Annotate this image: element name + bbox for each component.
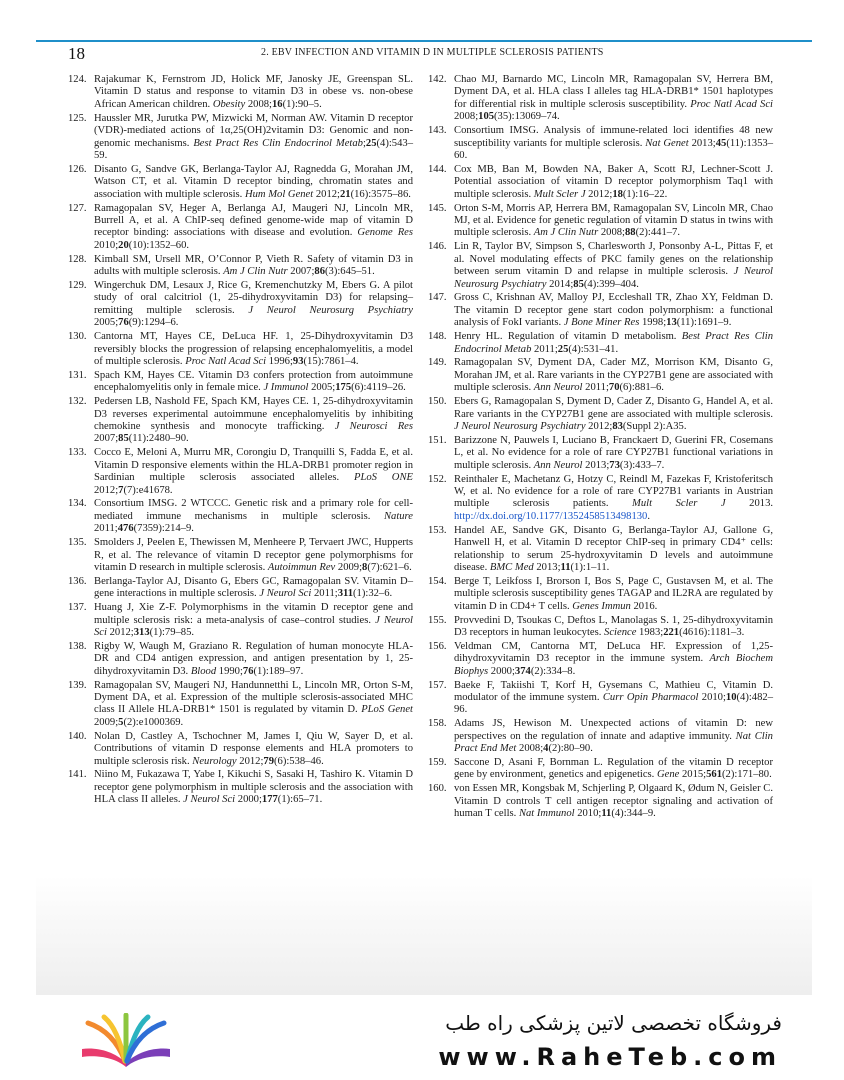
- reference-number: 142.: [428, 74, 447, 85]
- reference-item: [428, 164, 773, 201]
- reference-pages: (2):e1000369.: [123, 716, 184, 728]
- reference-pages: (Suppl 2):A35.: [622, 420, 687, 432]
- reference-number: 138.: [68, 640, 87, 652]
- reference-journal: J Neurol Sci: [94, 614, 413, 638]
- reference-item: [68, 576, 413, 601]
- reference-pages: (16):3575–86.: [350, 188, 411, 200]
- reference-item: [428, 396, 773, 433]
- reference-pages: (7):621–6.: [367, 561, 412, 573]
- reference-authors-title: Huang J, Xie Z-F. Polymorphisms in the vitamin D receptor gene and multiple sclerosis risk: a meta-analysis of case–control studies.: [94, 602, 413, 626]
- reference-number: 145.: [428, 202, 447, 214]
- reference-number: 153.: [428, 524, 447, 536]
- reference-pages: (6):4119–26.: [351, 382, 406, 394]
- reference-number: 155.: [428, 614, 447, 626]
- reference-pages: (4):531–41.: [568, 343, 619, 355]
- reference-pages: (15):7861–4.: [303, 355, 359, 367]
- reference-number: 157.: [428, 679, 447, 691]
- reference-authors-title: Barizzone N, Pauwels I, Luciano B, Franckaert D, Guerini FR, Cosemans L, et al. No evidence for a role of rare CYP27B1 functional variations in multiple sclerosis.: [454, 434, 773, 471]
- reference-item: [68, 113, 413, 163]
- reference-authors-title: Henry HL. Regulation of vitamin D metabolism.: [454, 331, 682, 343]
- reference-pages: (3):433–7.: [619, 459, 665, 471]
- reference-year: 2007;: [287, 266, 315, 278]
- reference-pages: (35):13069–74.: [494, 111, 560, 123]
- reference-item: [428, 576, 773, 613]
- reference-item: [428, 718, 773, 755]
- reference-item: [68, 447, 413, 497]
- reference-number: 152.: [428, 473, 447, 485]
- reference-volume: 476: [117, 523, 134, 535]
- reference-volume: 5: [118, 716, 124, 728]
- reference-pages: (2):171–80.: [722, 769, 772, 781]
- reference-item: [428, 525, 773, 575]
- reference-journal: J Immunol: [263, 382, 309, 394]
- reference-item: [68, 74, 413, 111]
- shop-name: فروشگاه تخصصی لاتین پزشکی راه طب: [445, 1011, 782, 1035]
- reference-year: 2012;: [585, 188, 613, 200]
- reference-volume: 85: [573, 278, 584, 290]
- reference-item: [68, 731, 413, 768]
- reference-number: 151.: [428, 434, 447, 446]
- reference-authors-title: Lin R, Taylor BV, Simpson S, Charlesworth J, Ponsonby A-L, Pittas F, et al. Novel modulating effects of PKC family genes on the relationship between serum vitamin D and relapse in multiple sclerosis.: [454, 241, 773, 278]
- reference-pages: (6):538–46.: [274, 755, 324, 767]
- reference-year: 2013;: [533, 561, 561, 573]
- reference-number: 136.: [68, 575, 87, 587]
- reference-authors-title: Cantorna MT, Hayes CE, DeLuca HF. 1, 25-Dihydroxyvitamin D3 reversibly blocks the progression of relapsing encephalomyelitis, a model of multiple sclerosis.: [94, 331, 413, 367]
- reference-volume: 70: [608, 382, 620, 394]
- reference-pages: (1):32–6.: [353, 588, 393, 600]
- reference-journal: J Neurol Sci: [259, 588, 312, 600]
- watermark-footer: [0, 995, 844, 1080]
- reference-pages: (11):1691–9.: [676, 317, 732, 329]
- reference-journal: Nat Immunol: [518, 808, 575, 820]
- reference-year: 2008;: [516, 743, 544, 755]
- reference-item: [428, 757, 773, 782]
- reference-pages: (10):1352–60.: [128, 239, 190, 251]
- page-number: 18: [68, 44, 85, 63]
- reference-item: [68, 370, 413, 395]
- reference-number: 131.: [68, 369, 87, 381]
- running-header: [36, 36, 812, 62]
- reference-number: 132.: [68, 396, 87, 408]
- reference-pages: (4):482–96.: [454, 692, 773, 716]
- book-page: [36, 0, 812, 995]
- reference-number: 139.: [68, 679, 87, 691]
- reference-volume: 83: [612, 420, 623, 432]
- reference-number: 126.: [68, 163, 87, 175]
- reference-year: 2013.: [725, 498, 774, 510]
- reference-number: 160.: [428, 783, 447, 795]
- reference-volume: 4: [543, 743, 549, 755]
- reference-year: 2009;: [94, 716, 119, 728]
- reference-number: 128.: [68, 253, 87, 265]
- reference-authors-title: Baeke F, Takiishi T, Korf H, Gysemans C, Mathieu C, Vitamin D. modulator of the immune system.: [454, 679, 773, 703]
- reference-authors-title: Provvedini D, Tsoukas C, Deftos L, Manolagas S. 1, 25-dihydroxyvitamin D3 receptors in human leukocytes.: [454, 614, 773, 638]
- reference-pages: (2):441–7.: [635, 227, 681, 239]
- reference-number: 144.: [428, 163, 447, 175]
- reference-volume: 18: [612, 188, 623, 200]
- reference-journal: Ann Neurol: [533, 459, 583, 471]
- reference-year: 2012;: [106, 626, 134, 638]
- reference-journal: Genes Immun: [572, 600, 631, 612]
- reference-item: [68, 203, 413, 253]
- reference-journal: J Neurol Sci: [183, 794, 236, 806]
- reference-volume: 8: [362, 561, 368, 573]
- reference-year: 2013;: [688, 137, 716, 149]
- reference-number: 143.: [428, 125, 447, 137]
- reference-journal: Am J Clin Nutr: [223, 266, 288, 278]
- reference-volume: 374: [514, 665, 531, 677]
- reference-item: [68, 396, 413, 446]
- reference-pages: (1):1–11.: [570, 561, 610, 573]
- reference-number: 124.: [68, 74, 87, 85]
- reference-journal: PLoS ONE: [353, 472, 413, 484]
- reference-authors-title: Orton S-M, Morris AP, Herrera BM, Ramagopalan SV, Lincoln MR, Chao MJ, et al. Evidence for genetic regulation of vitamin D status in twins with multiple sclerosis.: [454, 202, 773, 239]
- reference-authors-title: von Essen MR, Kongsbak M, Schjerling P, Olgaard K, Ødum N, Geisler C. Vitamin D controls T cell antigen receptor signaling and activation of human T cells.: [454, 783, 773, 820]
- shop-url[interactable]: www.RaheTeb.com: [438, 1043, 782, 1071]
- reference-volume: 221: [663, 626, 680, 638]
- reference-number: 135.: [68, 537, 87, 549]
- reference-number: 130.: [68, 331, 87, 343]
- reference-year: 1983;: [636, 626, 664, 638]
- reference-authors-title: Ramagopalan SV, Heger A, Berlanga AJ, Maugeri NJ, Lincoln MR, Burrell A, et al. A ChIP-seq defined genome-wide map of vitamin D receptor binding: associations with disease and evolution.: [94, 202, 413, 239]
- reference-volume: 11: [601, 808, 612, 820]
- reference-authors-title: Haussler MR, Jurutka PW, Mizwicki M, Norman AW. Vitamin D receptor (VDR)-mediated actions of 1α,25(OH)2vitamin D3: Genomic and non-genomic mechanisms.: [94, 112, 413, 149]
- reference-year: 2011;: [582, 382, 609, 394]
- reference-volume: 7: [118, 484, 124, 496]
- reference-item: [428, 783, 773, 820]
- reference-journal: Neurology: [192, 755, 237, 767]
- reference-item: [68, 498, 413, 535]
- reference-year: 2010;: [574, 808, 602, 820]
- reference-item: [428, 292, 773, 329]
- reference-journal: Autoimmun Rev: [267, 561, 336, 573]
- reference-volume: 16: [272, 98, 283, 110]
- reference-authors-title: Kimball SM, Ursell MR, O’Connor P, Vieth R. Safety of vitamin D3 in adults with multiple sclerosis.: [94, 253, 413, 278]
- reference-volume: 88: [624, 227, 636, 239]
- reference-pages: (1):90–5.: [282, 98, 322, 110]
- reference-authors-title: Consortium IMSG. 2 WTCCC. Genetic risk and a primary role for cell-mediated immune mechanisms in multiple sclerosis.: [94, 498, 413, 522]
- reference-journal: Science: [604, 626, 637, 638]
- reference-volume: 76: [118, 317, 129, 329]
- reference-authors-title: Disanto G, Sandve GK, Berlanga-Taylor AJ, Ragnedda G, Morahan JM, Watson CT, et al. Vitamin D receptor binding, chromatin states and association with multiple sclerosis.: [94, 163, 413, 200]
- reference-item: [428, 125, 773, 162]
- reference-authors-title: Spach KM, Hayes CE. Vitamin D3 confers protection from autoimmune encephalomyelitis only in female mice.: [94, 369, 413, 394]
- running-title: 2. EBV INFECTION AND VITAMIN D IN MULTIPLE SCLEROSIS PATIENTS: [261, 47, 604, 58]
- reference-pages: (4):344–9.: [611, 808, 656, 820]
- reference-number: 159.: [428, 757, 447, 769]
- reference-year: 2015;: [679, 769, 707, 781]
- reference-pages: (2):334–8.: [530, 665, 576, 677]
- references-right-column: [428, 74, 773, 822]
- reference-journal: J Neurol Neurosurg Psychiatry: [248, 304, 413, 316]
- reference-item: [68, 641, 413, 678]
- header-rule: [36, 40, 812, 42]
- reference-journal: Nat Genet: [645, 137, 689, 149]
- reference-journal: Mult Scler J: [632, 498, 726, 510]
- references-left-column: [68, 74, 413, 808]
- reference-journal: Am J Clin Nutr: [533, 227, 599, 239]
- reference-volume: 21: [340, 188, 351, 200]
- reference-pages: (9):1294–6.: [128, 317, 179, 329]
- reference-year: 2012;: [236, 755, 264, 767]
- reference-item: [68, 164, 413, 201]
- reference-pages: (1):189–97.: [253, 665, 304, 677]
- reference-number: 140.: [68, 730, 87, 742]
- reference-journal: Blood: [190, 665, 217, 677]
- reference-number: 125.: [68, 112, 87, 124]
- reference-journal: J Neurol Neurosurg Psychiatry: [454, 266, 774, 290]
- reference-item: [68, 537, 413, 574]
- reference-volume: 79: [263, 755, 274, 767]
- reference-authors-title: Wingerchuk DM, Lesaux J, Rice G, Kremenchutzky M, Ebers G. A pilot study of oral calcitriol (1, 25-dihydroxyvitamin D3) for relapsing–remitting multiple sclerosis.: [94, 280, 413, 316]
- reference-number: 158.: [428, 718, 447, 730]
- reference-number: 141.: [68, 769, 87, 781]
- reference-volume: 11: [560, 561, 571, 573]
- reference-journal: Proc Natl Acad Sci: [690, 98, 773, 110]
- reference-item: [68, 254, 413, 279]
- reference-year: 2011;: [311, 588, 338, 600]
- reference-year: 2000;: [488, 665, 515, 677]
- reference-pages: (4616):1181–3.: [679, 626, 745, 638]
- reference-number: 148.: [428, 331, 447, 343]
- reference-authors-title: Pedersen LB, Nashold FE, Spach KM, Hayes CE. 1, 25-dihydroxyvitamin D3 reverses experimental autoimmune encephalomyelitis by inhibiting chemokine synthesis and monocyte trafficking.: [94, 396, 413, 432]
- reference-volume: 177: [261, 794, 278, 806]
- reference-journal: BMC Med: [489, 561, 534, 573]
- reference-volume: 73: [609, 459, 620, 471]
- reference-year: 2007;: [94, 433, 119, 445]
- reference-number: 147.: [428, 292, 447, 304]
- reference-volume: 561: [706, 769, 723, 781]
- reference-journal: Best Pract Res Clin Endocrinol Metab: [454, 331, 773, 355]
- reference-number: 150.: [428, 396, 447, 408]
- reference-year: 2010;: [698, 692, 726, 703]
- reference-authors-title: Consortium IMSG. Analysis of immune-related loci identifies 48 new susceptibility variants for multiple sclerosis.: [454, 125, 773, 149]
- reference-journal: Curr Opin Pharmacol: [602, 692, 699, 703]
- reference-volume: 86: [314, 266, 326, 278]
- reference-authors-title: Niino M, Fukazawa T, Yabe I, Kikuchi S, Sasaki H, Tashiro K. Vitamin D receptor gene polymorphism in multiple sclerosis and the association with HLA class II alleles.: [94, 769, 413, 806]
- reference-year: 2000;: [235, 794, 262, 806]
- reference-authors-title: Nolan D, Castley A, Tschochner M, James I, Qiu W, Sayer D, et al. Contributions of vitamin D response elements and HLA promoters to multiple sclerosis risk.: [94, 730, 413, 767]
- reference-year: 2012;: [94, 484, 119, 496]
- reference-pages: (11):1353–60.: [454, 137, 773, 161]
- reference-journal: PLoS Genet: [361, 704, 414, 716]
- reference-number: 134.: [68, 498, 87, 510]
- reference-authors-title: Saccone D, Asani F, Bornman L. Regulation of the vitamin D receptor gene by environment, genetics and epigenetics.: [454, 757, 773, 781]
- reference-item: [428, 241, 773, 291]
- reference-year: 2010;: [94, 239, 119, 251]
- reference-item: [68, 280, 413, 330]
- reference-doi-link[interactable]: http://dx.doi.org/10.1177/1352458513498130: [454, 510, 648, 522]
- reference-authors-title: Smolders J, Peelen E, Thewissen M, Menheere P, Tervaert JWC, Hupperts R, et al. The relevance of vitamin D receptor gene polymorphisms for vitamin D research in multiple sclerosis.: [94, 537, 413, 573]
- reference-pages: (4):399–404.: [583, 278, 639, 290]
- reference-year: 2008;: [454, 111, 479, 123]
- reference-pages: (1):79–85.: [149, 626, 195, 638]
- reference-pages: (4):543–59.: [94, 137, 413, 161]
- reference-volume: 93: [292, 355, 304, 367]
- reference-item: [428, 680, 773, 717]
- reference-volume: 25: [557, 343, 569, 355]
- reference-year: 2009;: [335, 561, 363, 573]
- reference-item: [68, 769, 413, 806]
- reference-journal: Arch Biochem Biophys: [454, 653, 773, 677]
- reference-year: ;: [362, 137, 366, 149]
- reference-pages: (2):80–90.: [548, 743, 593, 755]
- reference-pages: (1):16–22.: [622, 188, 668, 200]
- reference-volume: 76: [242, 665, 254, 677]
- reference-year: 2005;: [94, 317, 119, 329]
- reference-journal: J Neurol Neurosurg Psychiatry: [454, 420, 586, 432]
- reference-year: 2012;: [313, 188, 340, 200]
- reference-tail: .: [647, 510, 650, 522]
- reference-year: 2008;: [245, 98, 272, 110]
- reference-pages: (6):881–6.: [619, 382, 664, 394]
- reference-authors-title: Chao MJ, Barnardo MC, Lincoln MR, Ramagopalan SV, Herrera BM, Dyment DA, et al. HLA class I alleles tag HLA-DRB1* 1501 haplotypes for differential risk in multiple sclerosis susceptibility.: [454, 74, 773, 110]
- reference-journal: Proc Natl Acad Sci: [185, 355, 267, 367]
- reference-journal: J Bone Miner Res: [563, 317, 640, 329]
- reference-volume: 311: [337, 588, 354, 600]
- reference-authors-title: Handel AE, Sandve GK, Disanto G, Berlanga-Taylor AJ, Gallone G, Hanwell H, et al. Vitamin D receptor ChIP-seq in primary CD4⁺ cells: relationship to serum 25-hydroxyvitamin D levels and autoimmune disease.: [454, 524, 773, 573]
- reference-volume: 175: [335, 382, 352, 394]
- reference-number: 149.: [428, 357, 447, 369]
- reference-authors-title: Ramagopalan SV, Dyment DA, Cader MZ, Morrison KM, Disanto G, Morahan JM, et al. Rare variants in the CYP27B1 gene are associated with multiple sclerosis.: [454, 357, 773, 394]
- reference-year: 2005;: [308, 382, 336, 394]
- reference-number: 146.: [428, 241, 447, 253]
- reference-authors-title: Cox MB, Ban M, Bowden NA, Baker A, Scott RJ, Lechner-Scott J. Potential association of vitamin D receptor polymorphism Taq1 with multiple sclerosis.: [454, 163, 773, 200]
- reference-journal: Genome Res: [357, 227, 413, 239]
- reference-year: 1990;: [216, 665, 243, 677]
- reference-journal: Obesity: [212, 98, 246, 110]
- reference-authors-title: Ramagopalan SV, Maugeri NJ, Handunnetthi L, Lincoln MR, Orton S-M, Dyment DA, et al. Expression of the multiple sclerosis-associated MHC class II Allele HLA-DRB1* 1501 is regulated by vitamin D.: [94, 679, 413, 716]
- open-book-logo-icon: [78, 1013, 174, 1069]
- reference-authors-title: Rigby W, Waugh M, Graziano R. Regulation of human monocyte HLA-DR and CD4 antigen expression, and antigen presentation by 1, 25-dihydroxyvitamin D3.: [94, 640, 413, 677]
- reference-item: [428, 641, 773, 678]
- reference-year: 1996;: [266, 355, 293, 367]
- reference-year: 2012;: [585, 420, 613, 432]
- reference-journal: Nat Clin Pract End Met: [454, 730, 773, 755]
- reference-authors-title: Reinthaler E, Machetanz G, Hotzy C, Reindl M, Fazekas F, Kristoferitsch W, et al. No evidence for a role of rare CYP27B1 variants in Austrian multiple sclerosis patients.: [454, 473, 773, 510]
- reference-number: 133.: [68, 447, 87, 459]
- reference-pages: (7):e41678.: [123, 484, 173, 496]
- reference-year: 2016.: [630, 600, 658, 612]
- reference-volume: 10: [725, 692, 737, 703]
- reference-year: 2013;: [582, 459, 610, 471]
- reference-authors-title: Ebers G, Ramagopalan S, Dyment D, Cader Z, Disanto G, Handel A, et al. Rare variants in the CYP27B1 gene are associated with multiple sclerosis.: [454, 396, 773, 420]
- reference-volume: 13: [666, 317, 677, 329]
- reference-item: [428, 474, 773, 524]
- reference-item: [428, 203, 773, 240]
- reference-journal: Ann Neurol: [533, 382, 583, 394]
- reference-year: 1998;: [639, 317, 667, 329]
- reference-year: 2011;: [94, 523, 118, 535]
- reference-journal: Mult Scler J: [533, 188, 586, 200]
- reference-volume: 45: [715, 137, 727, 149]
- reference-journal: Best Pract Res Clin Endocrinol Metab: [193, 137, 363, 149]
- reference-pages: (11):2480–90.: [128, 433, 189, 445]
- reference-item: [68, 680, 413, 730]
- reference-pages: (3):645–51.: [325, 266, 375, 278]
- reference-authors-title: Rajakumar K, Fernstrom JD, Holick MF, Janosky JE, Greenspan SL. Vitamin D status and response to vitamin D3 in obese vs. non-obese African American children.: [94, 74, 413, 110]
- reference-item: [428, 435, 773, 472]
- reference-authors-title: Gross C, Krishnan AV, Malloy PJ, Eccleshall TR, Zhao XY, Feldman D. The vitamin D receptor gene start codon polymorphism: a functional analysis of FokI variants.: [454, 292, 773, 329]
- reference-journal: Gene: [656, 769, 680, 781]
- reference-item: [428, 615, 773, 640]
- reference-authors-title: Berlanga-Taylor AJ, Disanto G, Ebers GC, Ramagopalan SV. Vitamin D–gene interactions in multiple sclerosis.: [94, 575, 413, 600]
- reference-year: 2011;: [531, 343, 558, 355]
- reference-number: 127.: [68, 202, 87, 214]
- reference-journal: Hum Mol Genet: [244, 188, 314, 200]
- reference-authors-title: Berge T, Leikfoss I, Brorson I, Bos S, Page C, Gustavsen M, et al. The multiple sclerosis susceptibility genes TAGAP and IL2RA are regulated by vitamin D in CD4+ T cells.: [454, 575, 773, 612]
- reference-volume: 25: [365, 137, 377, 149]
- reference-pages: (7359):214–9.: [133, 523, 194, 535]
- reference-number: 129.: [68, 280, 87, 291]
- reference-authors-title: Adams JS, Hewison M. Unexpected actions of vitamin D: new perspectives on the regulation of innate and adaptive immunity.: [454, 718, 773, 742]
- reference-item: [428, 74, 773, 124]
- reference-volume: 313: [133, 626, 150, 638]
- reference-item: [68, 602, 413, 639]
- reference-number: 156.: [428, 640, 447, 652]
- reference-number: 154.: [428, 575, 447, 587]
- reference-number: 137.: [68, 602, 87, 614]
- reference-journal: J Neurosci Res: [334, 420, 413, 432]
- reference-volume: 105: [478, 111, 495, 123]
- reference-journal: Nature: [383, 510, 413, 522]
- reference-pages: (1):65–71.: [277, 794, 323, 806]
- reference-year: 2014;: [546, 278, 574, 290]
- reference-volume: 20: [118, 239, 129, 251]
- reference-year: 2008;: [598, 227, 625, 239]
- reference-authors-title: Cocco E, Meloni A, Murru MR, Corongiu D, Tranquilli S, Fadda E, et al. Vitamin D responsive elements within the HLA-DRB1 promoter region in Sardinian multiple sclerosis associated alleles.: [94, 447, 413, 484]
- reference-authors-title: Veldman CM, Cantorna MT, DeLuca HF. Expression of 1,25-dihydroxyvitamin D3 receptor in the immune system.: [454, 640, 773, 665]
- reference-item: [428, 357, 773, 394]
- reference-volume: 85: [118, 433, 129, 445]
- reference-item: [428, 331, 773, 356]
- reference-item: [68, 331, 413, 368]
